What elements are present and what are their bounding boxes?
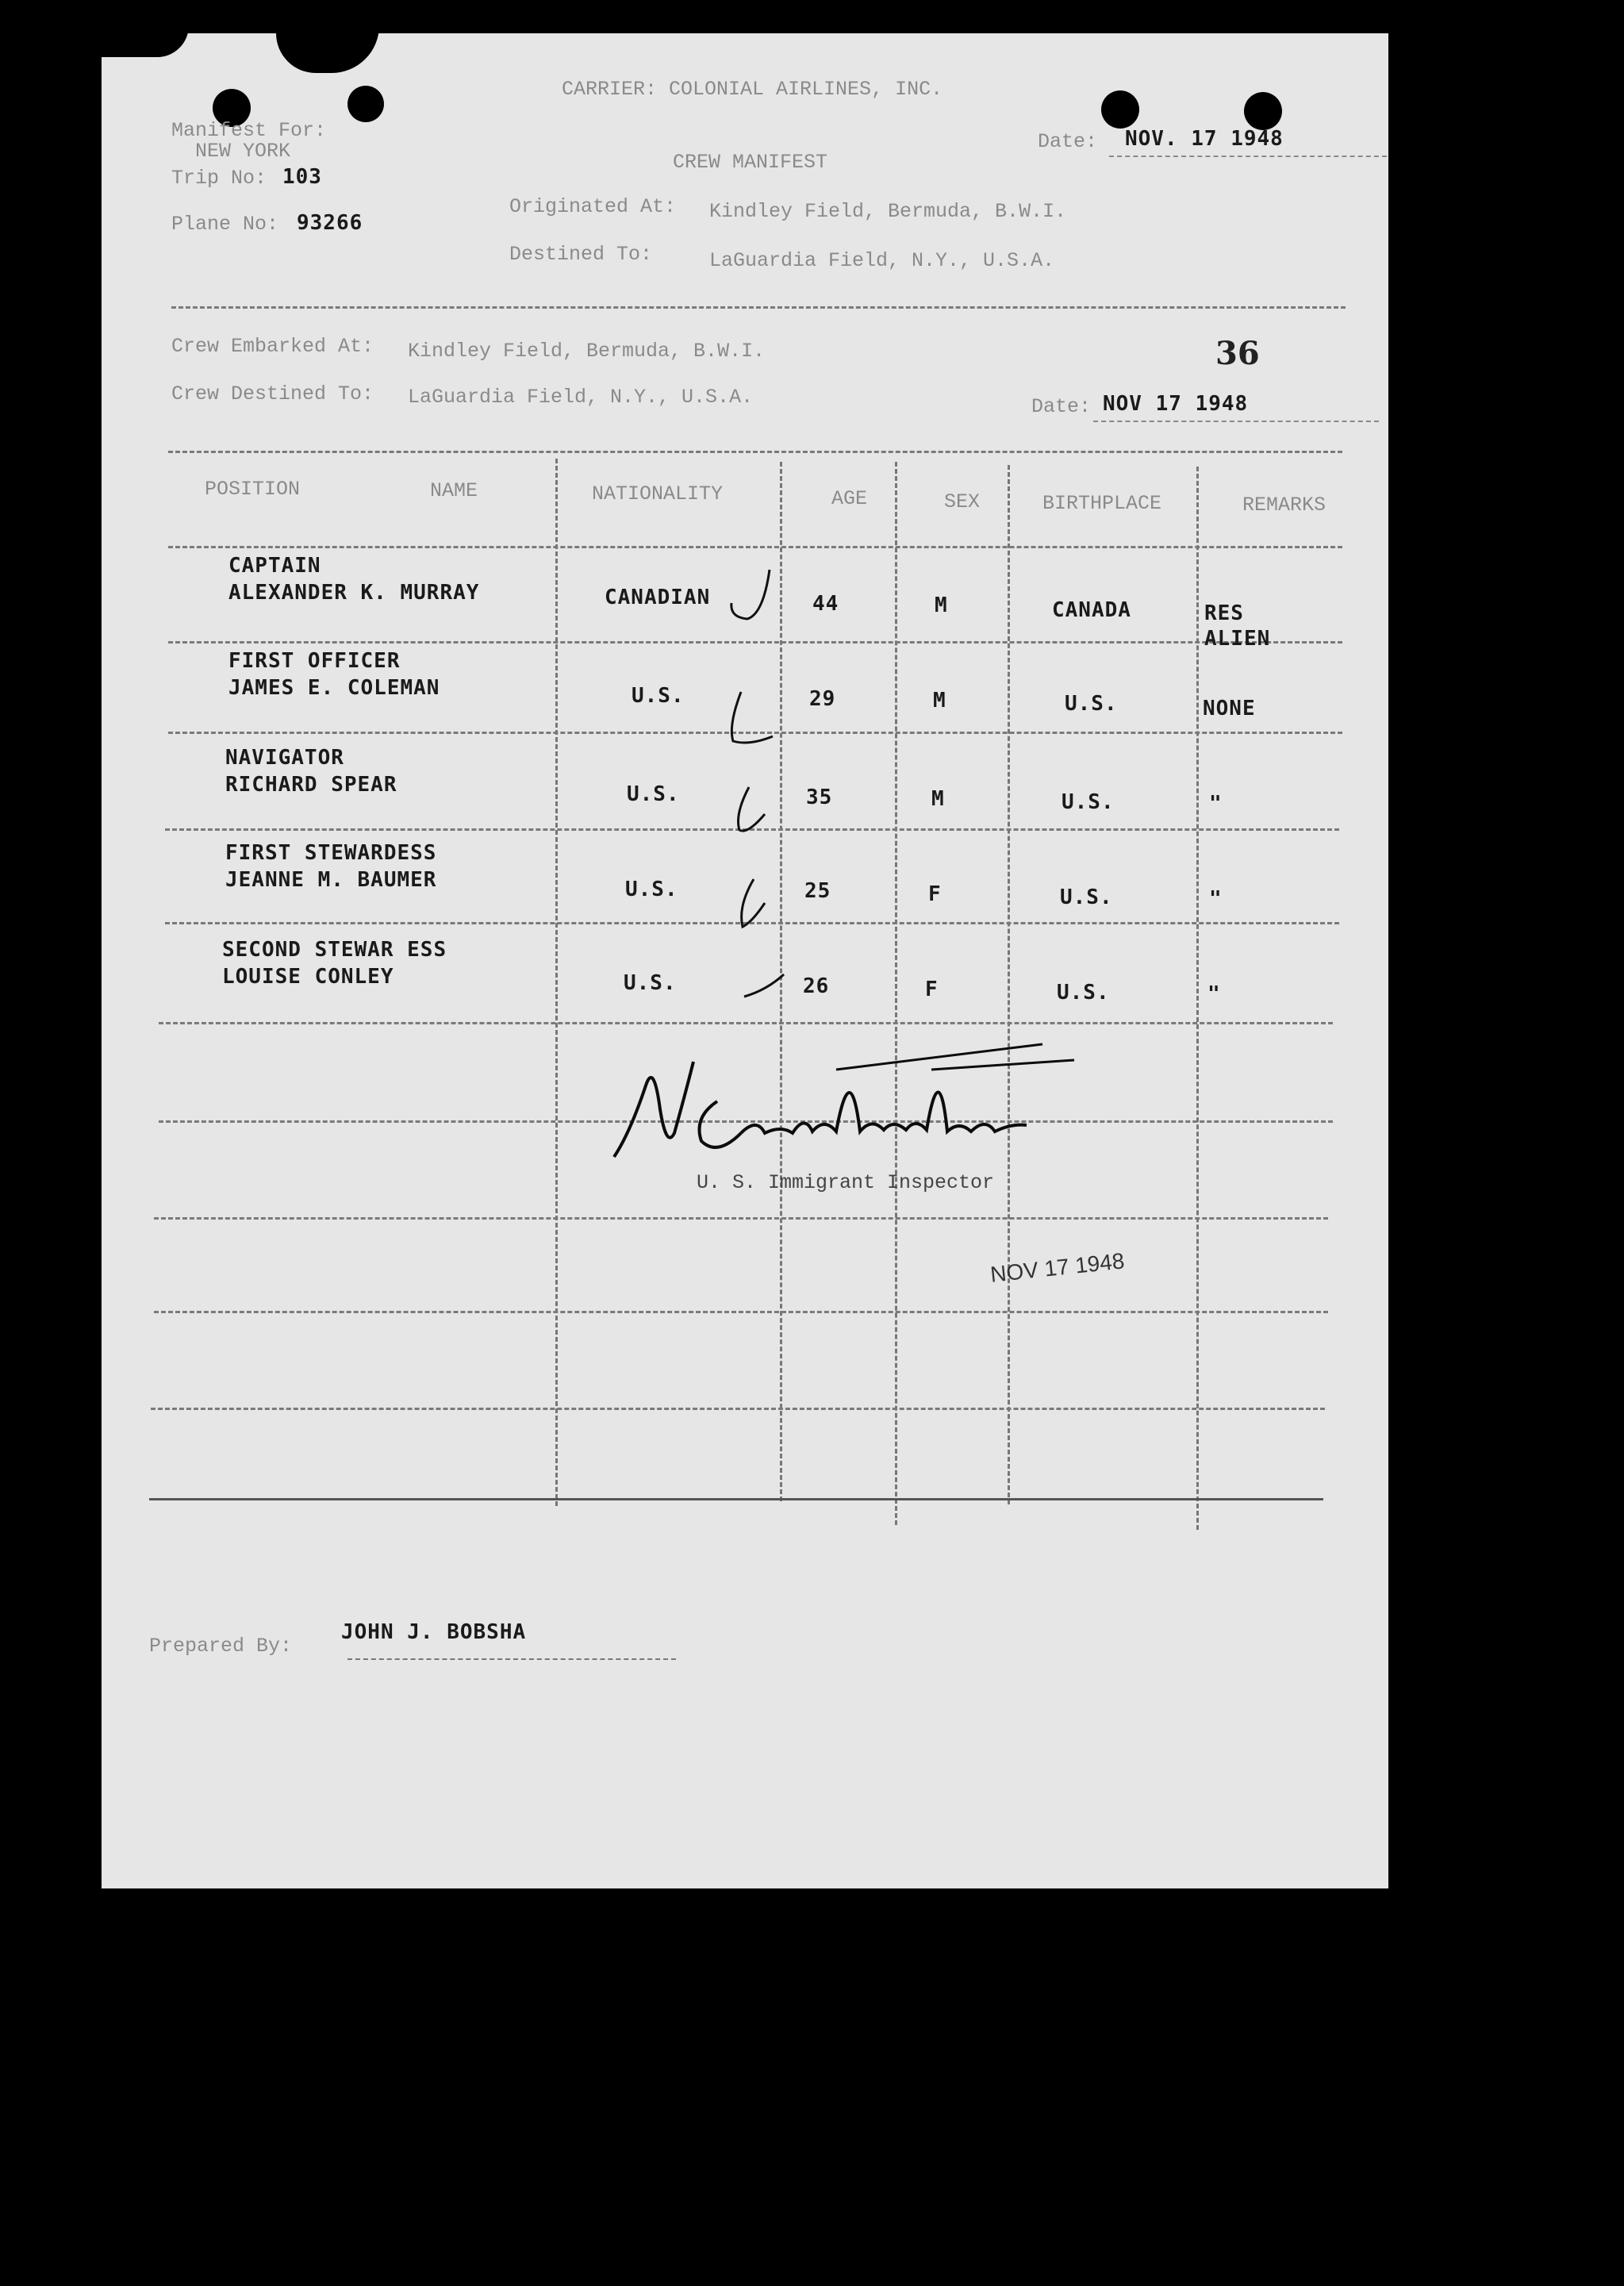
prepared-by-underline	[347, 1658, 676, 1660]
row5-position: SECOND STEWAR ESS	[222, 938, 447, 962]
row3-remarks: "	[1209, 792, 1223, 816]
row5-age: 26	[803, 974, 830, 998]
check-mark	[724, 562, 779, 625]
check-mark	[743, 970, 798, 1009]
header-birthplace: BIRTHPLACE	[1042, 492, 1162, 515]
destined-label: Destined To:	[509, 243, 653, 266]
row1-birthplace: CANADA	[1052, 598, 1131, 622]
row-rule	[168, 546, 1342, 548]
prepared-by-value: JOHN J. BOBSHA	[341, 1620, 527, 1644]
row5-nationality: U.S.	[624, 971, 677, 995]
page-number: 36	[1215, 335, 1260, 372]
plane-value: 93266	[297, 211, 363, 235]
row2-age: 29	[809, 687, 836, 711]
destined-value: LaGuardia Field, N.Y., U.S.A.	[709, 249, 1055, 272]
plane-label: Plane No:	[171, 213, 279, 236]
row2-birthplace: U.S.	[1065, 692, 1118, 716]
header-divider	[171, 306, 1346, 309]
row4-nationality: U.S.	[625, 878, 678, 901]
inspector-stamp: NOV 17 1948	[989, 1248, 1126, 1287]
check-mark	[730, 782, 785, 846]
col-divider	[555, 459, 558, 1506]
row2-position: FIRST OFFICER	[228, 649, 401, 673]
row-rule	[154, 1311, 1328, 1313]
col-divider	[895, 462, 897, 1525]
crew-date-label: Date:	[1031, 395, 1092, 418]
header-remarks: REMARKS	[1242, 494, 1326, 517]
carrier-line: CARRIER: COLONIAL AIRLINES, INC.	[562, 78, 943, 101]
crew-date-value: NOV 17 1948	[1103, 392, 1249, 416]
punch-hole	[347, 86, 384, 122]
row3-position: NAVIGATOR	[225, 746, 344, 770]
row4-age: 25	[804, 879, 831, 903]
row3-nationality: U.S.	[627, 782, 680, 806]
punch-hole	[1101, 90, 1139, 129]
row3-age: 35	[806, 786, 833, 809]
inspector-signature	[598, 1038, 1154, 1173]
row1-sex: M	[935, 594, 948, 617]
crew-destined-value: LaGuardia Field, N.Y., U.S.A.	[408, 386, 754, 409]
header-sex: SEX	[944, 490, 981, 513]
row2-nationality: U.S.	[632, 684, 685, 708]
row4-sex: F	[928, 882, 942, 906]
manifest-title: CREW MANIFEST	[673, 151, 828, 174]
inspector-title: U. S. Immigrant Inspector	[697, 1171, 995, 1194]
crew-date-underline	[1093, 421, 1379, 422]
header-age: AGE	[831, 487, 868, 510]
table-bottom-rule	[149, 1498, 1323, 1500]
table-top-rule	[168, 451, 1342, 453]
originated-value: Kindley Field, Bermuda, B.W.I.	[709, 200, 1067, 223]
punch-hole	[1244, 92, 1282, 130]
row1-remarks: RES	[1204, 601, 1244, 625]
manifest-for-label: Manifest For:	[171, 119, 327, 142]
row5-sex: F	[925, 978, 939, 1001]
crew-destined-label: Crew Destined To:	[171, 382, 374, 405]
header-nationality: NATIONALITY	[592, 482, 724, 505]
row-rule	[154, 1217, 1328, 1220]
header-date-label: Date:	[1038, 130, 1098, 153]
header-date-underline	[1109, 156, 1387, 157]
row-rule	[151, 1408, 1325, 1410]
col-divider	[1196, 467, 1199, 1530]
row3-name: RICHARD SPEAR	[225, 773, 397, 797]
row3-birthplace: U.S.	[1062, 790, 1115, 814]
manifest-page	[102, 33, 1388, 1888]
row4-birthplace: U.S.	[1060, 886, 1113, 909]
originated-label: Originated At:	[509, 195, 677, 218]
torn-corner	[276, 17, 379, 73]
row-rule	[168, 641, 1342, 644]
row2-sex: M	[933, 689, 946, 713]
torn-corner	[94, 25, 189, 57]
row1-nationality: CANADIAN	[605, 586, 711, 609]
row4-position: FIRST STEWARDESS	[225, 841, 437, 865]
crew-embarked-value: Kindley Field, Bermuda, B.W.I.	[408, 340, 766, 363]
check-mark	[725, 686, 781, 749]
row4-remarks: "	[1209, 887, 1223, 911]
row1-name: ALEXANDER K. MURRAY	[228, 581, 480, 605]
prepared-by-label: Prepared By:	[149, 1635, 293, 1658]
col-divider	[1008, 465, 1010, 1504]
trip-label: Trip No:	[171, 167, 267, 190]
header-date-value: NOV. 17 1948	[1125, 127, 1284, 151]
row5-name: LOUISE CONLEY	[222, 965, 394, 989]
header-position: POSITION	[205, 478, 301, 501]
row5-birthplace: U.S.	[1057, 981, 1110, 1005]
row1-remarks-cont: ALIEN	[1204, 627, 1271, 651]
row1-age: 44	[812, 592, 839, 616]
row2-name: JAMES E. COLEMAN	[228, 676, 440, 700]
row1-position: CAPTAIN	[228, 554, 321, 578]
check-mark	[731, 874, 787, 938]
crew-embarked-label: Crew Embarked At:	[171, 335, 374, 358]
trip-value: 103	[282, 165, 322, 189]
header-name: NAME	[430, 479, 478, 502]
manifest-for-value: NEW YORK	[195, 140, 291, 163]
row4-name: JEANNE M. BAUMER	[225, 868, 437, 892]
row2-remarks: NONE	[1203, 697, 1256, 720]
row5-remarks: "	[1207, 982, 1221, 1006]
row3-sex: M	[931, 787, 945, 811]
signature-text: N Constantine	[606, 1160, 688, 1173]
row-rule	[159, 1022, 1333, 1024]
